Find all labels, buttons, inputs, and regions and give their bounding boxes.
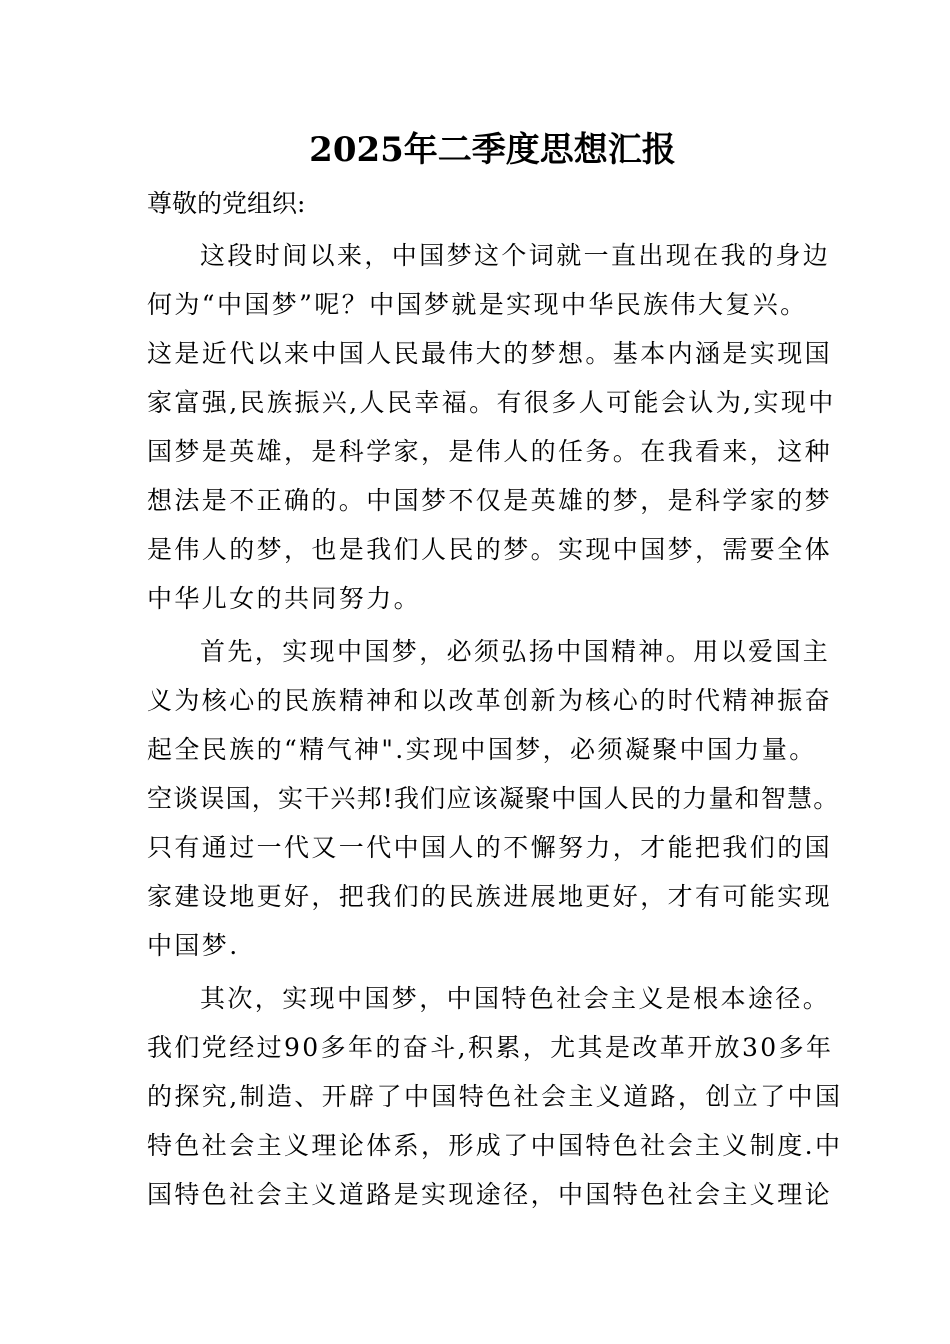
- body-line: 国特色社会主义道路是实现途径，中国特色社会主义理论: [147, 1180, 833, 1209]
- document-title: 2025年二季度思想汇报: [309, 130, 676, 170]
- body-line: 中华儿女的共同努力。: [147, 584, 422, 613]
- body-line: 首先，实现中国梦，必须弘扬中国精神。用以爱国主: [200, 637, 831, 666]
- body-line: 是伟人的梦，也是我们人民的梦。实现中国梦，需要全体: [147, 535, 833, 564]
- body-line: 起全民族的“精气神".实现中国梦，必须凝聚中国力量。: [147, 735, 817, 764]
- body-line: 的探究,制造、开辟了中国特色社会主义道路，创立了中国: [147, 1082, 843, 1111]
- body-line: 何为“中国梦”呢？中国梦就是实现中华民族伟大复兴。: [147, 290, 808, 319]
- body-line: 空谈误国，实干兴邦!我们应该凝聚中国人民的力量和智慧。: [147, 784, 840, 813]
- body-line: 特色社会主义理论体系，形成了中国特色社会主义制度.中: [147, 1131, 843, 1160]
- body-line: 只有通过一代又一代中国人的不懈努力，才能把我们的国: [147, 833, 833, 862]
- body-line: 我们党经过90多年的奋斗,积累，尤其是改革开放30多年: [147, 1033, 834, 1062]
- body-line: 想法是不正确的。中国梦不仅是英雄的梦，是科学家的梦: [147, 486, 833, 515]
- body-line: 义为核心的民族精神和以改革创新为核心的时代精神振奋: [147, 686, 833, 715]
- body-line: 中国梦.: [147, 931, 240, 960]
- body-line: 国梦是英雄，是科学家，是伟人的任务。在我看来，这种: [147, 437, 833, 466]
- body-line: 家富强,民族振兴,人民幸福。有很多人可能会认为,实现中: [147, 388, 836, 417]
- body-line: 其次，实现中国梦，中国特色社会主义是根本途径。: [200, 984, 831, 1013]
- body-line: 这段时间以来，中国梦这个词就一直出现在我的身边: [200, 241, 831, 270]
- salutation: 尊敬的党组织:: [147, 189, 306, 218]
- body-line: 这是近代以来中国人民最伟大的梦想。基本内涵是实现国: [147, 339, 833, 368]
- body-line: 家建设地更好，把我们的民族进展地更好，才有可能实现: [147, 882, 833, 911]
